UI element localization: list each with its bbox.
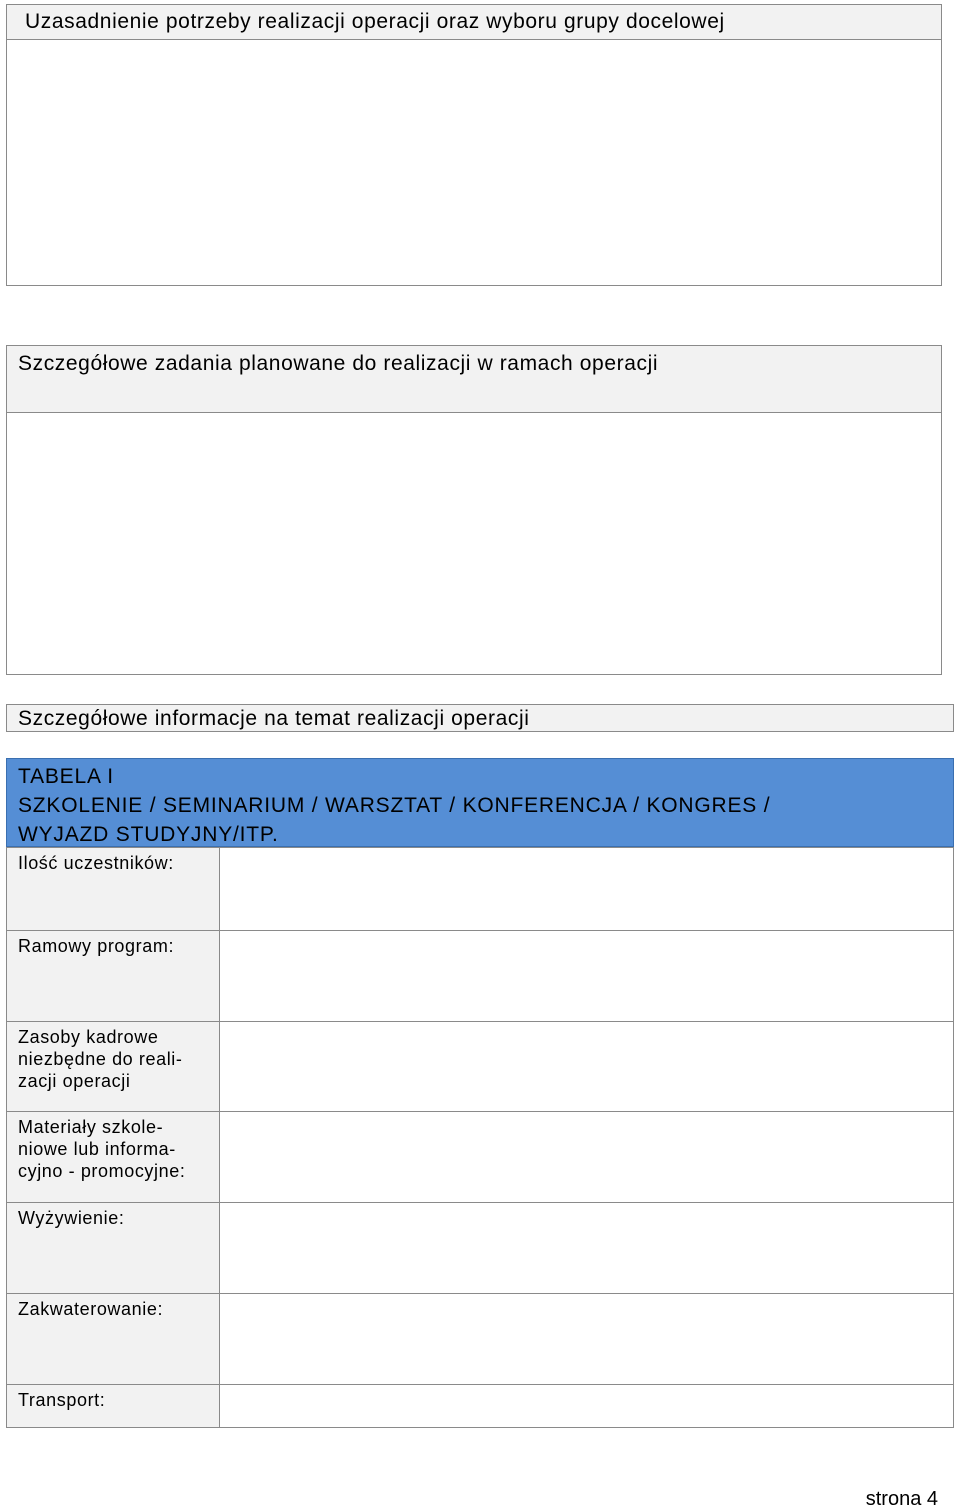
table-heading-line1: TABELA I (18, 765, 114, 788)
row-value-participants[interactable] (219, 847, 954, 931)
section2-title: Szczegółowe zadania planowane do realizacji w ramach operacji (6, 345, 942, 413)
row-value-accommodation[interactable] (219, 1293, 954, 1385)
row-label-text: Transport: (18, 1390, 106, 1410)
table-heading (6, 758, 954, 847)
row-label-text: Ramowy program: (18, 936, 175, 956)
row-value-transport[interactable] (219, 1384, 954, 1428)
row-label-line: niowe lub informa- (18, 1139, 176, 1159)
row-label-line: Zasoby kadrowe (18, 1027, 159, 1047)
row-value-staff[interactable] (219, 1021, 954, 1112)
table-heading-line2: SZKOLENIE / SEMINARIUM / WARSZTAT / KONFERENCJA / KONGRES / (18, 794, 771, 817)
row-label-line: Materiały szkole- (18, 1117, 164, 1137)
row-label-program (6, 930, 220, 1022)
row-label-text: Zakwaterowanie: (18, 1299, 164, 1319)
row-value-catering[interactable] (219, 1202, 954, 1294)
section1-content-area[interactable] (7, 40, 941, 285)
row-label-participants (6, 847, 220, 931)
row-label-accommodation (6, 1293, 220, 1385)
row-value-materials[interactable] (219, 1111, 954, 1203)
section1-title: Uzasadnienie potrzeby realizacji operacji oraz wyboru grupy docelowej (6, 4, 942, 40)
section3-title: Szczegółowe informacje na temat realizacji operacji (6, 704, 954, 732)
row-label-catering (6, 1202, 220, 1294)
row-value-program[interactable] (219, 930, 954, 1022)
row-label-text: Ilość uczestników: (18, 853, 174, 873)
row-label-materials (6, 1111, 220, 1203)
row-label-text: Wyżywienie: (18, 1208, 125, 1228)
table-heading-line3: WYJAZD STUDYJNY/ITP. (18, 823, 279, 846)
row-label-line: niezbędne do reali- (18, 1049, 183, 1069)
row-label-line: zacji operacji (18, 1071, 131, 1091)
row-label-transport (6, 1384, 220, 1428)
section2-content-area[interactable] (7, 413, 941, 674)
page-number: strona 4 (865, 1488, 938, 1510)
row-label-staff (6, 1021, 220, 1112)
row-label-line: cyjno - promocyjne: (18, 1161, 186, 1181)
